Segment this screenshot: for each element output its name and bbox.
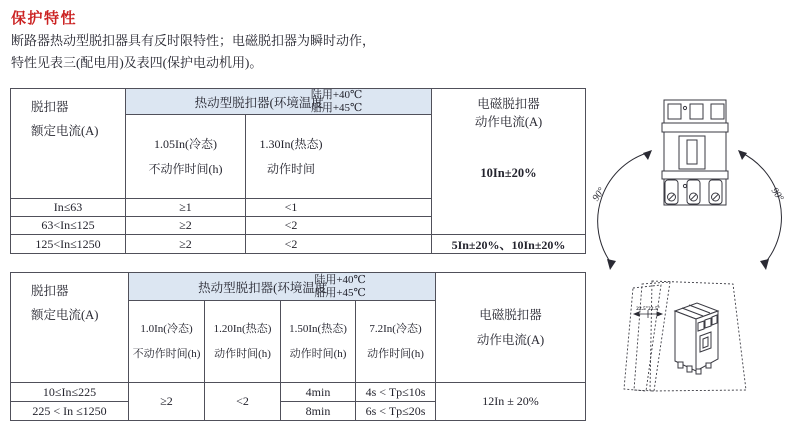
table-three-distribution: [10, 88, 586, 254]
breaker-front-view: [662, 100, 728, 205]
thermal-trip-header-band: [126, 89, 432, 115]
magnetic-trip-value-cell: 12In ± 20%: [436, 383, 586, 421]
rated-current-range-cell: 10≤In≤225: [11, 383, 129, 402]
trip-time-cell: <2: [246, 235, 432, 254]
arrowhead-down-left: [607, 259, 616, 270]
table-four-motor-protection: [10, 272, 586, 421]
arrowhead-to-breaker-left: [643, 150, 652, 160]
col-150in-header: 1.50In(热态) 动作时间(h): [281, 301, 356, 383]
magnetic-trip-header: 电磁脱扣器 动作电流(A): [436, 273, 586, 383]
intro-line-2: 特性见表三(配电用)及表四(保护电动机用)。: [11, 55, 263, 70]
magnetic-trip-value-cell: 5In±20%、10In±20%: [432, 235, 586, 254]
no-trip-time-cell: ≥2: [129, 383, 205, 421]
no-trip-time-cell: ≥2: [126, 235, 246, 254]
intro-paragraph: [11, 30, 375, 74]
rotation-arc-right: [740, 152, 781, 263]
trip-unit-rated-current-header: 脱扣器 额定电流(A): [11, 273, 129, 383]
col-10in-header: 1.0In(冷态) 不动作时间(h): [129, 301, 205, 383]
no-trip-time-cell: ≥1: [126, 199, 246, 217]
col-130in-header: 1.30In(热态) 动作时间: [246, 115, 432, 199]
table-row: [11, 235, 586, 254]
thermal-trip-header-label: 热动型脱扣器(环境温度: [198, 280, 328, 295]
ambient-temperature-note: 陆用+40℃ 船用+45℃: [310, 89, 363, 114]
page-title: 保护特性: [11, 11, 78, 27]
trip-time-72-cell: 6s < Tp≤20s: [356, 402, 436, 421]
table-row: [11, 383, 586, 402]
no-trip-time-cell: ≥2: [126, 217, 246, 235]
trip-time-cell: <2: [205, 383, 281, 421]
rated-current-range-cell: 63<In≤125: [11, 217, 126, 235]
rated-current-range-cell: 225 < In ≤1250: [11, 402, 129, 421]
rotate-right-angle-label: 90°: [768, 185, 786, 204]
thermal-trip-header-band: [129, 273, 436, 301]
rated-current-range-cell: 125<In≤1250: [11, 235, 126, 254]
trip-time-72-cell: 4s < Tp≤10s: [356, 383, 436, 402]
thermal-trip-header-label: 热动型脱扣器(环境温度: [194, 95, 324, 110]
rotate-left-angle-label: 90°: [590, 185, 608, 204]
arrowhead-down-right: [760, 259, 769, 270]
ambient-temperature-note: 陆用+40℃ 船用+45℃: [314, 274, 366, 299]
trip-time-cell: <1: [246, 199, 432, 217]
breaker-isometric-view: [675, 303, 718, 374]
magnetic-trip-column: [432, 89, 586, 235]
trip-time-150-cell: 8min: [281, 402, 356, 421]
rotation-arc-left: [598, 152, 650, 263]
trip-unit-rated-current-header: 脱扣器 额定电流(A): [11, 89, 126, 199]
col-120in-header: 1.20In(热态) 动作时间(h): [205, 301, 281, 383]
tilt-angle-label: 22.5°22.5°: [636, 306, 660, 312]
rated-current-range-cell: In≤63: [11, 199, 126, 217]
magnetic-trip-header: 电磁脱扣器 动作电流(A): [474, 97, 543, 129]
col-72in-header: 7.2In(冷态) 动作时间(h): [356, 301, 436, 383]
magnetic-trip-value: 10In±20%: [480, 165, 537, 180]
trip-time-150-cell: 4min: [281, 383, 356, 402]
col-105in-header: 1.05In(冷态) 不动作时间(h): [126, 115, 246, 199]
intro-line-1: 断路器热动型脱扣器具有反时限特性；电磁脱扣器为瞬时动作，: [11, 33, 376, 48]
breaker-mounting-illustration: [590, 60, 786, 433]
trip-time-cell: <2: [246, 217, 432, 235]
